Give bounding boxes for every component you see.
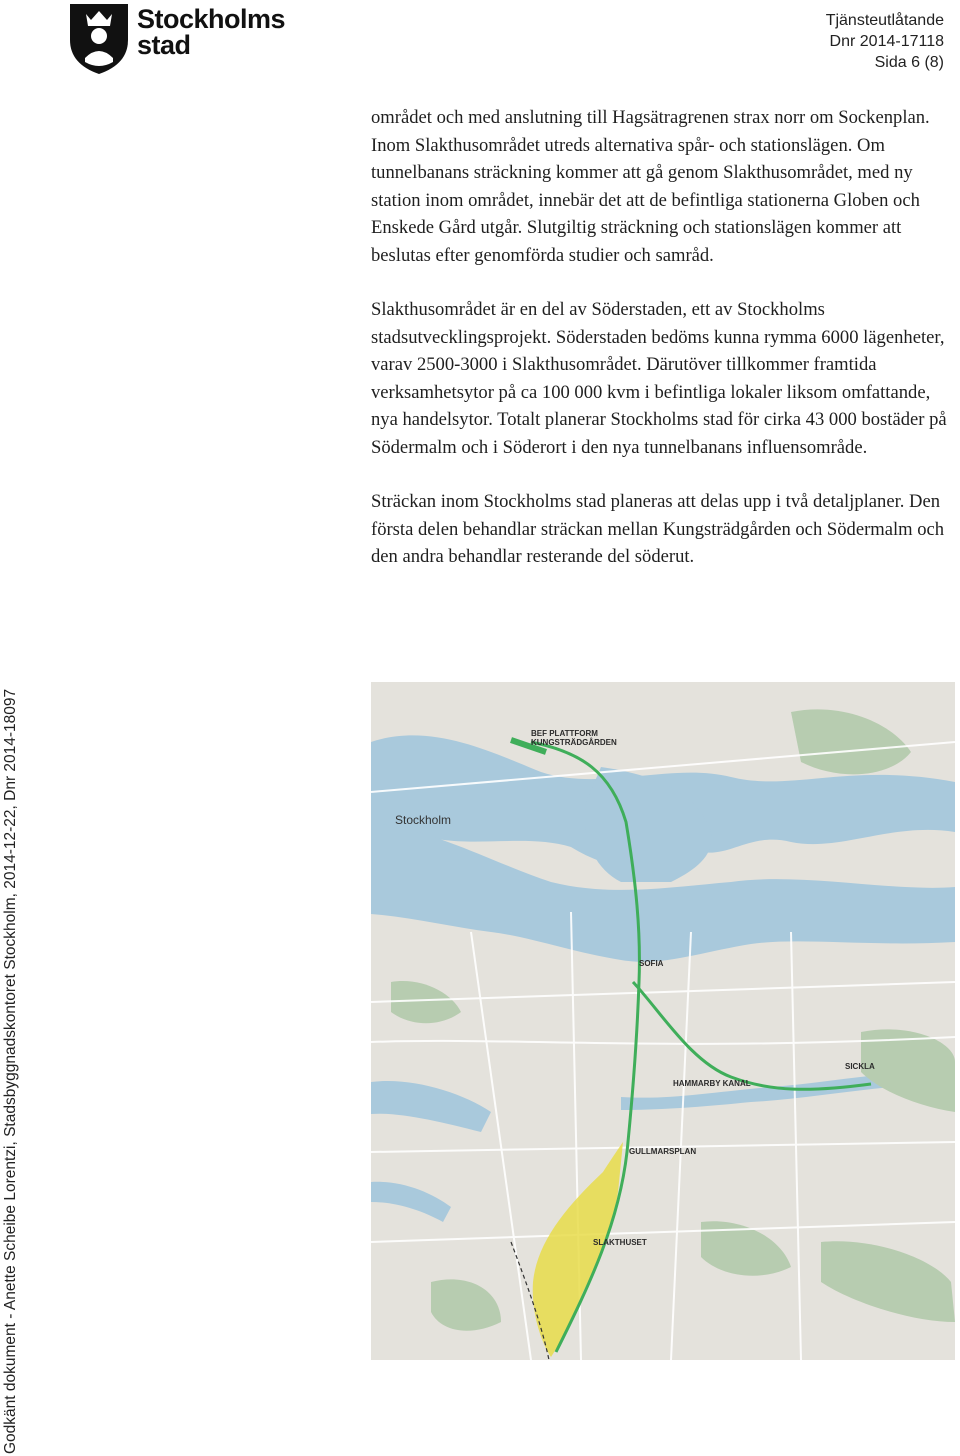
logo-wordmark-line1: Stockholms	[137, 4, 286, 34]
map-label-hammarby: HAMMARBY KANAL	[673, 1079, 751, 1088]
route-map	[371, 682, 955, 1360]
map-label-platform: BEF PLATTFORM	[531, 729, 598, 738]
body-text	[371, 104, 960, 598]
logo-wordmark-line2: stad	[137, 30, 191, 60]
map-label-sofia: SOFIA	[639, 959, 664, 968]
document-header	[826, 10, 944, 73]
logo-wordmark	[137, 6, 285, 58]
approval-side-text: Godkänt dokument - Anette Scheibe Lorentzi, Stadsbyggnadskontoret Stockholm, 2014-12-22, Dnr 2014-18097	[2, 688, 19, 1454]
map-label-stockholm: Stockholm	[395, 813, 452, 827]
paragraph: området och med anslutning till Hagsätragrenen strax norr om Sockenplan. Inom Slakthusområdet utreds alternativa spår- och stationslägen. Om tunnelbanans sträckning kommer att gå genom Slakthusområdet, med ny station inom området, innebär det att de befintliga stationerna Globen och Enskede Gård utgår. Slutgiltig sträckning och stationslägen kommer att beslutas efter genomförda studier och samråd.	[371, 107, 930, 266]
page-number: Sida 6 (8)	[874, 54, 944, 71]
map-label-slakthuset: SLAKTHUSET	[593, 1238, 647, 1247]
paragraph: Slakthusområdet är en del av Söderstaden, ett av Stockholms stadsutvecklingsprojekt. Söderstaden bedöms kunna rymma 6000 lägenheter, varav 2500-3000 i Slakthusområdet. Därutöver tillkommer framtida verksamhetsytor på ca 100 000 kvm i befintliga lokaler liksom omfattande, nya handelsytor. Totalt planerar Stockholms stad för cirka 43 000 bostäder på Södermalm och i Söderort i den nya tunnelbanans influensområde.	[371, 299, 947, 458]
map-label-kungstradgarden: KUNGSTRÄDGÅRDEN	[531, 738, 617, 747]
map-label-sickla: SICKLA	[845, 1062, 875, 1071]
map-label-gullmarsplan: GULLMARSPLAN	[629, 1147, 697, 1156]
document-number: Dnr 2014-17118	[829, 33, 944, 50]
crown-shield-icon	[68, 2, 138, 74]
document-type: Tjänsteutlåtande	[825, 12, 944, 29]
paragraph: Sträckan inom Stockholms stad planeras att delas upp i två detaljplaner. Den första delen behandlar sträckan mellan Kungsträdgården och Södermalm och den andra behandlar resterande del söderut.	[371, 491, 945, 567]
